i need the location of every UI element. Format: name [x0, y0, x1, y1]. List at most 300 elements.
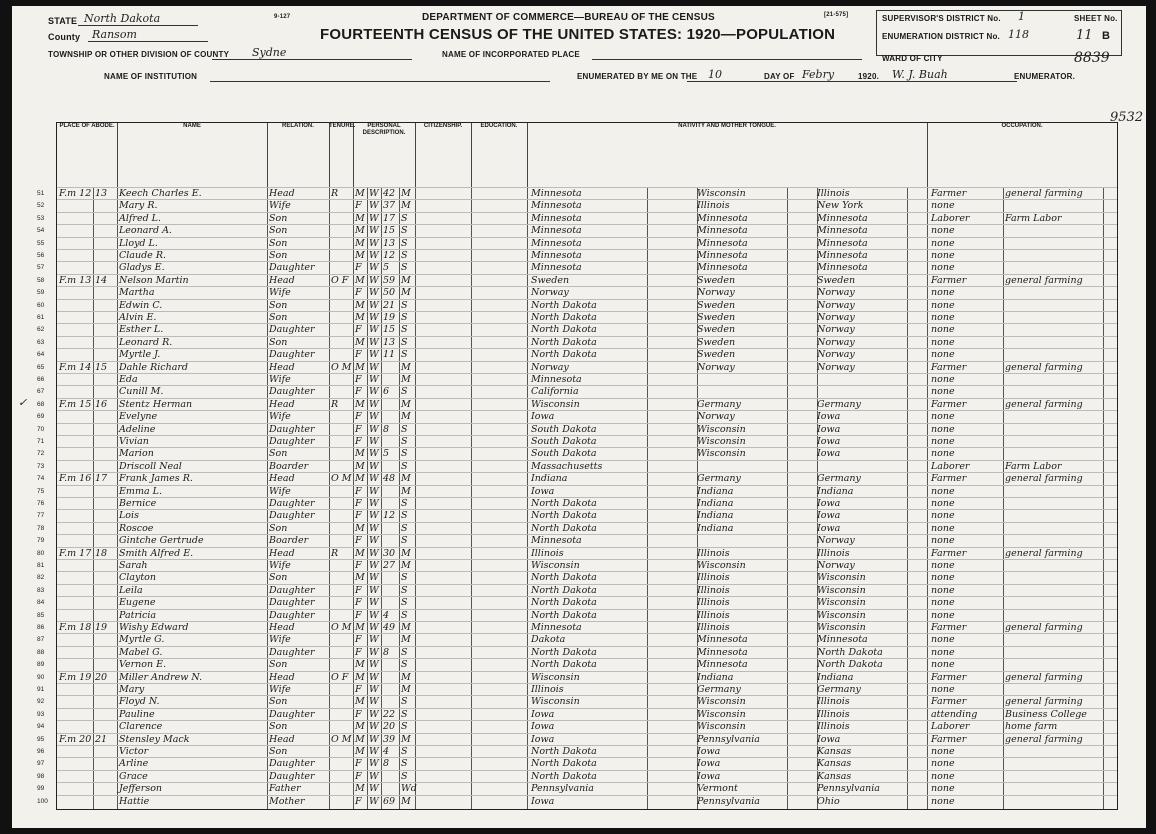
table-row [37, 237, 1117, 250]
cell-father: Sweden [697, 299, 736, 311]
cell-relation: Daughter [269, 646, 315, 658]
cell-dwelling [59, 424, 93, 436]
cell-sex: M [355, 398, 365, 410]
cell-age: 8 [383, 758, 390, 770]
cell-age: 8 [383, 423, 390, 435]
cell-race: W [369, 336, 379, 348]
cell-marital: S [401, 436, 408, 447]
cell-age [383, 362, 399, 374]
cell-occupation: none [931, 485, 955, 497]
cell-industry [1005, 312, 1101, 324]
cell-dwelling [59, 535, 93, 547]
cell-tenure [331, 250, 351, 262]
cell-birth: North Dakota [531, 349, 597, 361]
cell-tenure [331, 771, 351, 783]
cell-age: 22 [383, 708, 396, 720]
cell-mother: Kansas [817, 746, 852, 757]
cell-relation: Head [269, 473, 295, 485]
cell-occupation: none [931, 498, 955, 509]
table-row [37, 559, 1117, 572]
cell-mother: Iowa [817, 448, 841, 460]
line-number: 56 [37, 252, 45, 259]
form-number: 9-127 [274, 14, 291, 20]
cell-name: Miller Andrew N. [119, 671, 203, 683]
cell-father: Illinois [697, 547, 730, 559]
cell-dwelling: F.m 15 [59, 398, 92, 410]
cell-industry [1005, 337, 1101, 349]
cell-marital: S [401, 708, 408, 720]
cell-family [95, 300, 115, 312]
cell-birth: South Dakota [531, 423, 597, 435]
cell-occupation: none [931, 448, 955, 460]
cell-occupation: none [931, 299, 955, 311]
cell-mother: Norway [817, 349, 855, 361]
cell-tenure [331, 498, 351, 510]
cell-family [95, 238, 115, 250]
cell-dwelling: F.m 19 [59, 671, 92, 683]
cell-relation: Wife [269, 560, 291, 571]
cell-dwelling [59, 213, 93, 225]
table-row [37, 757, 1117, 770]
cell-age: 13 [383, 237, 396, 249]
department-heading: DEPARTMENT OF COMMERCE—BUREAU OF THE CENSUS [422, 12, 715, 23]
cell-name: Myrtle J. [119, 349, 161, 361]
table-row [37, 410, 1117, 423]
col-tenure: TENURE. [329, 123, 354, 187]
cell-tenure: O M [331, 622, 352, 633]
cell-race: W [369, 622, 379, 633]
cell-sex: F [355, 597, 362, 609]
line-number: 65 [37, 363, 45, 371]
line-number: 70 [37, 425, 45, 433]
cell-dwelling [59, 300, 93, 312]
enumerated-day: 10 [708, 68, 722, 81]
cell-marital: M [401, 733, 411, 745]
cell-father: Indiana [697, 522, 734, 534]
cell-family [95, 535, 115, 547]
cell-sex: F [355, 374, 362, 385]
line-number: 79 [37, 537, 45, 545]
cell-name: Lloyd L. [119, 237, 158, 249]
cell-industry: general farming [1005, 398, 1083, 410]
cell-family [95, 709, 115, 721]
cell-sex: M [355, 188, 365, 199]
cell-name: Cunill M. [119, 386, 164, 398]
township-value: Sydne [252, 46, 287, 59]
cell-occupation: none [931, 386, 955, 398]
cell-birth: Minnesota [531, 200, 582, 212]
incorporated-label: NAME OF INCORPORATED PLACE [442, 50, 580, 59]
cell-dwelling [59, 287, 93, 299]
table-row [37, 249, 1117, 262]
cell-father: Pennsylvania [697, 795, 760, 807]
cell-birth: North Dakota [531, 324, 597, 336]
cell-marital: S [401, 510, 408, 522]
table-row [37, 770, 1117, 783]
cell-sex: M [355, 250, 365, 261]
cell-family: 21 [95, 733, 108, 745]
cell-mother: Illinois [817, 696, 850, 708]
cell-father: Illinois [697, 200, 730, 212]
cell-family [95, 374, 115, 386]
line-number: 81 [37, 562, 45, 569]
cell-name: Adeline [119, 423, 156, 435]
cell-father [697, 386, 787, 398]
cell-relation: Head [269, 361, 295, 373]
cell-dwelling [59, 796, 93, 808]
cell-birth: Dakota [531, 634, 566, 646]
cell-mother: Norway [817, 287, 855, 299]
cell-race: W [369, 460, 379, 472]
cell-industry: general farming [1005, 671, 1083, 683]
cell-birth: Iowa [531, 721, 555, 733]
cell-industry [1005, 758, 1101, 770]
cell-occupation: none [931, 287, 955, 299]
cell-sex: M [355, 473, 365, 485]
cell-family [95, 523, 115, 535]
cell-family [95, 411, 115, 423]
cell-marital: S [401, 572, 408, 584]
cell-sex: F [355, 411, 362, 423]
cell-birth: North Dakota [531, 522, 597, 534]
cell-industry: general farming [1005, 274, 1083, 286]
cell-family [95, 200, 115, 212]
cell-race: W [369, 522, 379, 534]
col-citizenship: CITIZENSHIP. [415, 123, 472, 187]
cell-father: Iowa [697, 758, 721, 770]
col-name: NAME [117, 123, 268, 187]
cell-family [95, 659, 115, 671]
cell-industry: general farming [1005, 473, 1083, 485]
cell-race: W [369, 783, 379, 795]
cell-father: Norway [697, 411, 735, 423]
cell-industry [1005, 796, 1101, 808]
institution-label: NAME OF INSTITUTION [104, 72, 198, 81]
cell-family [95, 324, 115, 336]
table-row [37, 398, 1117, 411]
cell-mother: Germany [817, 398, 861, 410]
cell-industry [1005, 200, 1101, 212]
cell-age [383, 585, 399, 597]
ward-label: WARD OF CITY [882, 54, 943, 63]
col-nativity: NATIVITY AND MOTHER TONGUE. [527, 123, 928, 187]
cell-family [95, 312, 115, 324]
cell-occupation: Farmer [931, 622, 967, 633]
cell-family: 13 [95, 188, 108, 199]
cell-tenure [331, 287, 351, 299]
cell-race: W [369, 423, 379, 435]
cell-family [95, 287, 115, 299]
cell-tenure [331, 647, 351, 659]
table-row [37, 311, 1117, 324]
cell-occupation: Farmer [931, 361, 967, 373]
cell-relation: Daughter [269, 510, 315, 522]
table-row [37, 423, 1117, 436]
cell-age: 20 [383, 721, 396, 733]
cell-tenure [331, 709, 351, 721]
cell-mother: Minnesota [817, 237, 868, 249]
cell-sex: M [355, 361, 365, 373]
cell-birth: Minnesota [531, 250, 582, 261]
cell-father: Germany [697, 473, 741, 485]
cell-race: W [369, 535, 379, 547]
table-row [37, 447, 1117, 460]
cell-occupation: none [931, 795, 955, 807]
day-of-label: DAY OF [764, 72, 795, 81]
cell-mother: Norway [817, 312, 855, 323]
table-row [37, 683, 1117, 696]
cell-age: 48 [383, 473, 396, 485]
table-row [37, 534, 1117, 547]
cell-occupation: Laborer [931, 460, 970, 472]
cell-dwelling [59, 498, 93, 510]
cell-name: Martha [119, 287, 155, 299]
cell-age: 59 [383, 274, 396, 286]
cell-sex: F [355, 758, 362, 770]
cell-occupation: none [931, 572, 955, 584]
line-number: 99 [37, 785, 45, 793]
cell-birth: Minnesota [531, 237, 582, 249]
cell-marital: S [401, 597, 408, 609]
cell-race: W [369, 274, 379, 286]
cell-race: W [369, 473, 379, 485]
table-row [37, 596, 1117, 609]
cell-name: Arline [119, 758, 149, 770]
cell-race: W [369, 510, 379, 522]
table-row [37, 658, 1117, 671]
table-row [37, 385, 1117, 398]
cell-sex: M [355, 237, 365, 249]
cell-name: Gintche Gertrude [119, 535, 204, 547]
cell-tenure [331, 324, 351, 336]
line-number: 85 [37, 611, 45, 619]
table-row [37, 336, 1117, 349]
cell-name: Myrtle G. [119, 634, 165, 646]
cell-age: 42 [383, 188, 396, 199]
cell-relation: Son [269, 696, 288, 708]
cell-tenure: O M [331, 361, 352, 373]
cell-name: Leonard A. [119, 225, 172, 237]
county-label: County [48, 32, 81, 42]
cell-father: Norway [697, 287, 735, 299]
cell-industry [1005, 349, 1101, 361]
cell-relation: Daughter [269, 708, 315, 720]
cell-sex: F [355, 646, 362, 658]
township-label: TOWNSHIP OR OTHER DIVISION OF COUNTY [48, 50, 230, 59]
cell-marital: M [401, 361, 411, 373]
cell-industry [1005, 287, 1101, 299]
cell-family: 14 [95, 274, 108, 286]
cell-father: Illinois [697, 597, 730, 609]
cell-name: Sarah [119, 560, 148, 571]
cell-mother: Iowa [817, 510, 841, 522]
cell-birth: Illinois [531, 684, 564, 695]
cell-name: Victor [119, 746, 149, 757]
table-row [37, 187, 1117, 200]
cell-birth: South Dakota [531, 436, 597, 447]
cell-race: W [369, 299, 379, 311]
line-number: 84 [37, 599, 45, 607]
cell-birth: North Dakota [531, 770, 597, 782]
cell-age [383, 498, 399, 510]
cell-name: Clayton [119, 572, 156, 584]
cell-marital: S [401, 584, 408, 596]
cell-dwelling [59, 250, 93, 262]
cell-marital: S [401, 696, 408, 708]
cell-family [95, 510, 115, 522]
cell-mother: Illinois [817, 721, 850, 733]
cell-occupation: Farmer [931, 671, 967, 683]
cell-dwelling [59, 721, 93, 733]
cell-father: Sweden [697, 312, 736, 323]
cell-family [95, 783, 115, 795]
cell-marital: S [401, 460, 408, 472]
cell-occupation: none [931, 758, 955, 770]
cell-family [95, 225, 115, 237]
cell-tenure [331, 262, 351, 274]
table-row [37, 584, 1117, 597]
cell-father: Wisconsin [697, 708, 746, 720]
cell-sex: M [355, 460, 365, 472]
cell-occupation: none [931, 336, 955, 348]
table-row [37, 199, 1117, 212]
cell-family [95, 610, 115, 622]
cell-industry [1005, 647, 1101, 659]
cell-marital: S [401, 498, 408, 509]
cell-family [95, 684, 115, 696]
cell-family [95, 448, 115, 460]
cell-dwelling [59, 200, 93, 212]
cell-mother: Iowa [817, 498, 841, 509]
table-row [37, 348, 1117, 361]
cell-industry [1005, 436, 1101, 448]
cell-mother: Sweden [817, 274, 856, 286]
cell-relation: Son [269, 250, 288, 261]
line-number: 97 [37, 760, 45, 768]
cell-birth: Massachusetts [531, 460, 603, 472]
cell-age: 13 [383, 336, 396, 348]
cell-tenure [331, 597, 351, 609]
cell-family [95, 486, 115, 498]
cell-industry [1005, 386, 1101, 398]
cell-race: W [369, 448, 379, 460]
cell-birth: Sweden [531, 274, 570, 286]
cell-sex: F [355, 287, 362, 299]
sheet-letter: B [1102, 30, 1111, 42]
corner-number: 9532 [1110, 110, 1144, 125]
cell-sex: M [355, 733, 365, 745]
cell-sex: F [355, 708, 362, 720]
cell-father: Indiana [697, 671, 734, 683]
cell-dwelling: F.m 16 [59, 473, 92, 485]
cell-mother: Wisconsin [817, 597, 866, 609]
cell-relation: Head [269, 188, 295, 199]
cell-sex: M [355, 783, 365, 795]
cell-relation: Wife [269, 684, 291, 695]
cell-mother: Norway [817, 324, 855, 336]
cell-occupation: none [931, 634, 955, 646]
cell-marital: M [401, 795, 411, 807]
cell-family [95, 758, 115, 770]
cell-name: Alfred L. [119, 212, 162, 224]
cell-marital: Wd [401, 783, 417, 795]
cell-age: 4 [383, 609, 390, 621]
cell-race: W [369, 708, 379, 720]
line-number: 58 [37, 276, 45, 284]
line-number: 71 [37, 438, 45, 445]
cell-marital: M [401, 560, 411, 571]
cell-relation: Daughter [269, 324, 315, 336]
cell-mother: Iowa [817, 733, 841, 745]
cell-occupation: Farmer [931, 733, 967, 745]
col-education: EDUCATION. [471, 123, 528, 187]
cell-birth: Iowa [531, 708, 555, 720]
cell-marital: S [401, 349, 408, 361]
cell-sex: F [355, 609, 362, 621]
cell-tenure [331, 535, 351, 547]
cell-age: 17 [383, 212, 396, 224]
cell-race: W [369, 188, 379, 199]
cell-name: Emma L. [119, 485, 162, 497]
line-number: 67 [37, 388, 45, 396]
margin-mark: ✓ [18, 396, 28, 409]
cell-father: Sweden [697, 336, 736, 348]
cell-race: W [369, 770, 379, 782]
cell-relation: Father [269, 783, 301, 795]
incorporated-line [592, 59, 862, 60]
cell-birth: North Dakota [531, 659, 597, 671]
cell-father: Minnesota [697, 212, 748, 224]
table-row [37, 212, 1117, 225]
cell-dwelling [59, 523, 93, 535]
cell-relation: Head [269, 671, 295, 683]
cell-occupation: none [931, 535, 955, 547]
cell-name: Claude R. [119, 250, 166, 261]
cell-relation: Son [269, 312, 288, 323]
cell-birth: Iowa [531, 411, 555, 423]
cell-industry [1005, 746, 1101, 758]
cell-relation: Son [269, 237, 288, 249]
cell-dwelling [59, 238, 93, 250]
cell-tenure [331, 486, 351, 498]
cell-sex: M [355, 212, 365, 224]
cell-age [383, 696, 399, 708]
table-row [37, 695, 1117, 708]
cell-marital: S [401, 225, 408, 237]
cell-dwelling [59, 448, 93, 460]
cell-race: W [369, 212, 379, 224]
cell-mother: Illinois [817, 547, 850, 559]
cell-name: Leonard R. [119, 336, 173, 348]
cell-birth: North Dakota [531, 646, 597, 658]
cell-industry: general farming [1005, 361, 1083, 373]
cell-family [95, 746, 115, 758]
cell-mother: Ohio [817, 795, 840, 807]
cell-marital: M [401, 411, 411, 423]
cell-marital: S [401, 758, 408, 770]
cell-relation: Son [269, 721, 288, 733]
line-number: 64 [37, 351, 45, 359]
cell-relation: Daughter [269, 609, 315, 621]
cell-dwelling [59, 436, 93, 448]
line-number: 83 [37, 586, 45, 594]
cell-marital: M [401, 634, 411, 646]
cell-dwelling [59, 758, 93, 770]
cell-mother: Germany [817, 473, 861, 485]
cell-tenure: O F [331, 274, 349, 286]
cell-father: Minnesota [697, 250, 748, 261]
table-row [37, 497, 1117, 510]
